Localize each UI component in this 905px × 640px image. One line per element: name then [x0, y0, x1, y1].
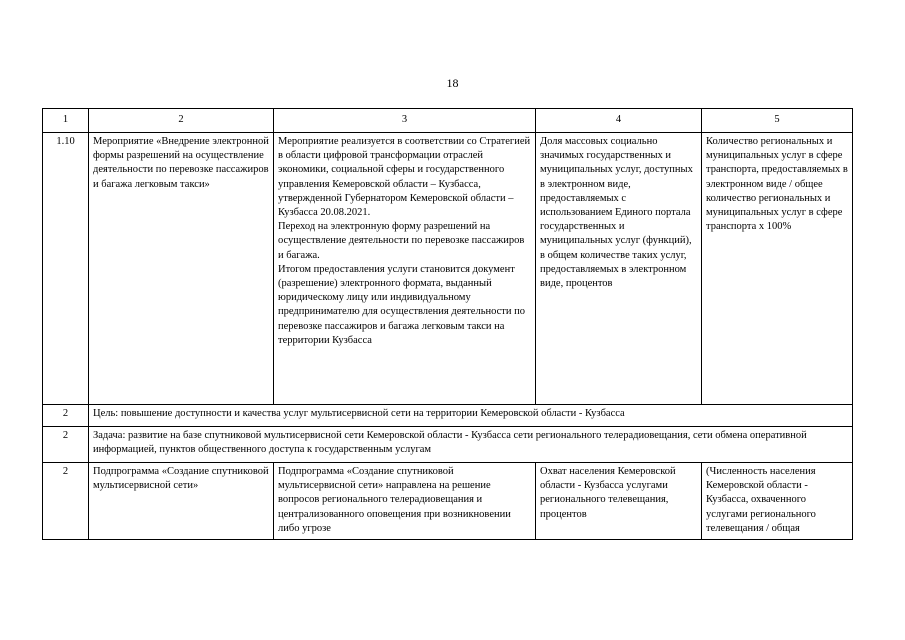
row-number: 2 [43, 405, 89, 427]
task-cell: Задача: развитие на базе спутниковой мультисервисной сети Кемеровской области - Кузбасса сети регионального телерадиовещания, сети обмена оперативной информацией, пунктов общественного доступа к государственным услугам [89, 427, 853, 463]
table-row [43, 405, 853, 427]
table-row [43, 427, 853, 463]
row-number: 2 [43, 427, 89, 463]
description-cell: Подпрограмма «Создание спутниковой мультисервисной сети» направлена на решение вопросов регионального телерадиовещания и централизованного оповещения при возникновении либо угрозе [274, 463, 536, 540]
formula-cell: (Численность населения Кемеровской области - Кузбасса, охваченного услугами регионального телевещания / общая [702, 463, 853, 540]
indicator-cell: Охват населения Кемеровской области - Кузбасса услугами регионального телевещания, процентов [536, 463, 702, 540]
row-number: 1.10 [43, 133, 89, 405]
table-row [43, 463, 853, 540]
page-number: 18 [446, 76, 459, 90]
header-cell-1: 1 [43, 109, 89, 133]
description-paragraph: Итогом предоставления услуги становится документ (разрешение) электронного формата, выданный юридическому лицу или индивидуальному предпринимателю для осуществления деятельности по перевозке пассажиров и багажа легковым такси на территории Кузбасса [278, 263, 525, 346]
measure-cell: Мероприятие «Внедрение электронной формы разрешений на осуществление деятельности по перевозке пассажиров и багажа легковым такси» [89, 133, 274, 405]
description-paragraph: Мероприятие реализуется в соответствии со Стратегией в области цифровой трансформации отраслей экономики, социальной сферы и государственного управления Кемеровской области – Кузбасса, утвержденной Губернатором Кемеровской области – Кузбасса 20.08.2021. [278, 136, 531, 219]
indicator-cell: Доля массовых социально значимых государственных и муниципальных услуг, доступных в электронном виде, предоставляемых с использованием Единого портала государственных и муниципальных услуг (функций), в общем количестве таких услуг, предоставляемых в электронном виде, процентов [536, 133, 702, 405]
measure-cell: Подпрограмма «Создание спутниковой мультисервисной сети» [89, 463, 274, 540]
header-cell-3: 3 [274, 109, 536, 133]
goal-cell: Цель: повышение доступности и качества услуг мультисервисной сети на территории Кемеровской области - Кузбасса [89, 405, 853, 427]
header-cell-5: 5 [702, 109, 853, 133]
formula-cell: Количество региональных и муниципальных услуг в сфере транспорта, предоставляемых в электронном виде / общее количество региональных и муниципальных услуг в сфере транспорта x 100% [702, 133, 853, 405]
row-number: 2 [43, 463, 89, 540]
table-row [43, 133, 853, 405]
header-cell-4: 4 [536, 109, 702, 133]
description-cell [274, 133, 536, 405]
table-header-row [43, 109, 853, 133]
description-paragraph: Переход на электронную форму разрешений на осуществление деятельности по перевозке пассажиров и багажа. [278, 221, 525, 261]
header-cell-2: 2 [89, 109, 274, 133]
program-table [42, 108, 853, 540]
